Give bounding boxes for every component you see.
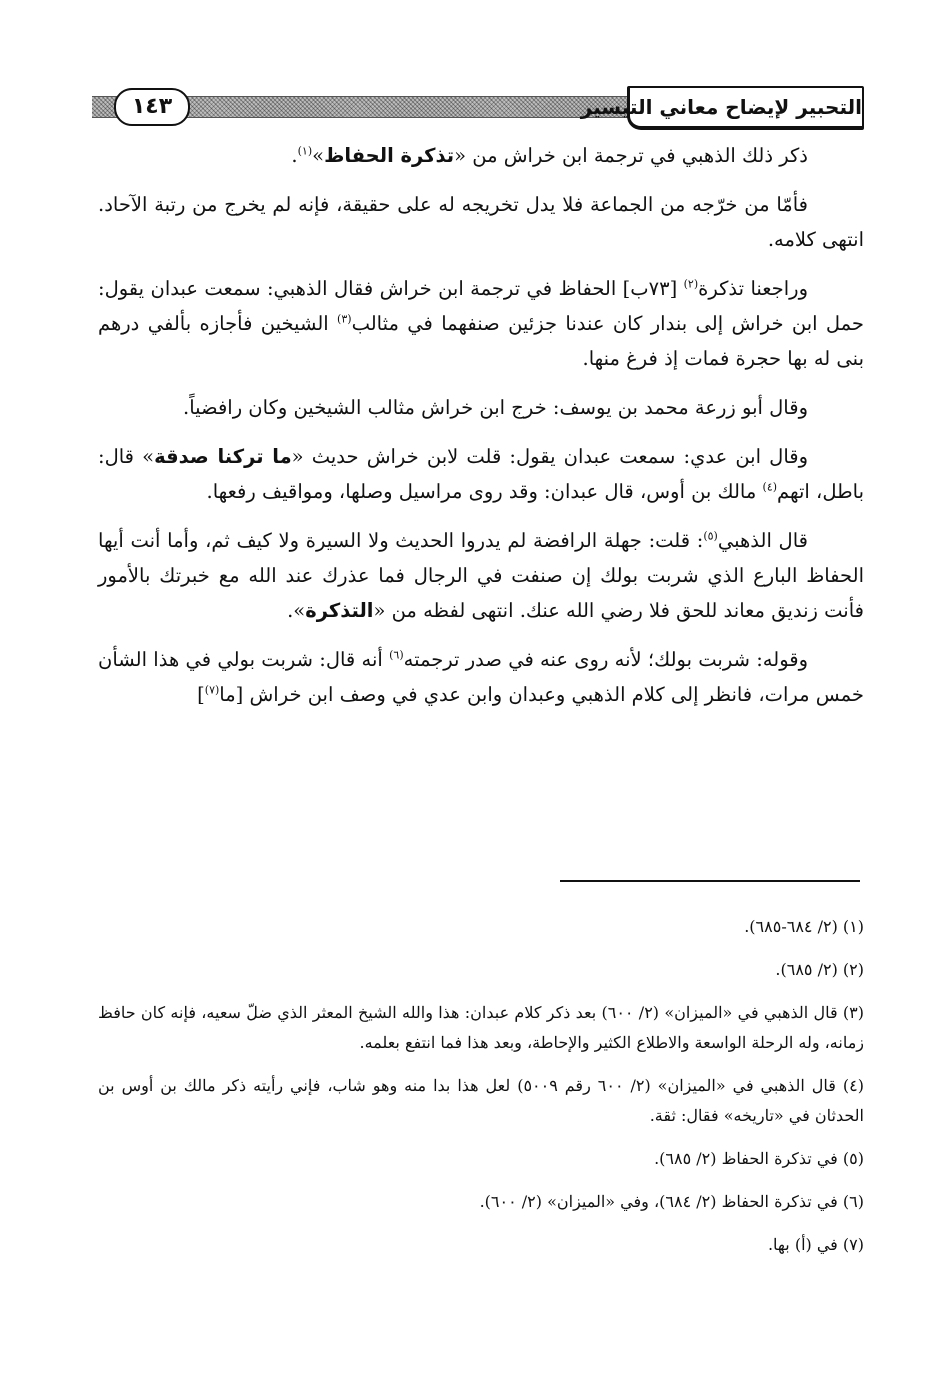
footnote-1: (١) (٢/ ٦٨٤-٦٨٥). [744, 917, 864, 936]
bold-term: ما تركنا صدقة [154, 445, 292, 468]
paragraph-1: ذكر ذلك الذهبي في ترجمة ابن خراش من «تذكرة الحفاظ»$^{(١)}$. [291, 144, 808, 167]
footnote-ref[interactable]: (٢) [683, 277, 699, 291]
footnote-ref[interactable]: (٧) [204, 683, 220, 697]
paragraph-4: وقال أبو زرعة محمد بن يوسف: خرج ابن خراش مثالب الشيخين وكان رافضياً. [183, 396, 808, 419]
main-text [98, 138, 864, 712]
footnote-ref[interactable]: (٣) [337, 312, 352, 326]
footnote-5: (٥) في تذكرة الحفاظ (٢/ ٦٨٥). [654, 1149, 864, 1168]
footnote-separator [560, 880, 860, 882]
paragraph-3: وراجعنا تذكرة$^{(٢)}$ [٧٣ب] الحفاظ في ترجمة ابن خراش فقال الذهبي: سمعت عبدان يقول: حمل ابن خراش إلى بندار كان عندنا جزئين صنفهما في مثالب$^{(٣)}$ الشيخين فأجازه بألفي درهم بنى له بها حجرة فمات إذ فرغ منها. [98, 277, 864, 370]
footnote-ref[interactable]: (١) [297, 144, 313, 158]
running-header [92, 86, 864, 134]
paragraph-6: قال الذهبي$^{(٥)}$: قلت: جهلة الرافضة لم يدروا الحديث ولا السيرة ولا كيف ثم، وأما أنت أيها الحفاظ البارع الذي شربت بولك إن صنفت في الرجال فما عذرك عند الله مع خبرتك بالأمور فأنت زنديق معاند للحق فلا رضي الله عنك. انتهى لفظه من «التذكرة». [98, 529, 864, 622]
footnote-2: (٢) (٢/ ٦٨٥). [775, 960, 864, 979]
book-title: التحبير لإيضاح معاني التيسير [627, 86, 864, 130]
footnote-3: (٣) قال الذهبي في «الميزان» (٢/ ٦٠٠) بعد ذكر كلام عبدان: هذا والله الشيخ المعثر الذي ضلّ سعيه، فإنه كان حافظ زمانه، وله الرحلة الواسعة والاطلاع الكثير والإحاطة، وبعد هذا فما انتفع بعلمه. [98, 1003, 864, 1052]
bold-term: تذكرة الحفاظ [324, 144, 455, 167]
paragraph-7: وقوله: شربت بولك؛ لأنه روى عنه في صدر ترجمته$^{(٦)}$ أنه قال: شربت بولي في هذا الشأن خمس مرات، فانظر إلى كلام الذهبي وعبدان وابن عدي في وصف ابن خراش [ما$^{(٧)}$] [98, 648, 864, 706]
paragraph-5: وقال ابن عدي: سمعت عبدان يقول: قلت لابن خراش حديث «ما تركنا صدقة» قال: باطل، اتهم$^{(٤)}$ مالك بن أوس، قال عبدان: وقد روى مراسيل وصلها، ومواقيف رفعها. [98, 445, 864, 503]
footnote-ref[interactable]: (٦) [389, 648, 404, 662]
page-number: ١٤٣ [114, 88, 190, 126]
footnote-7: (٧) في (أ) بها. [767, 1235, 864, 1254]
footnote-6: (٦) في تذكرة الحفاظ (٢/ ٦٨٤)، وفي «الميزان» (٢/ ٦٠٠). [479, 1192, 864, 1211]
paragraph-2: فأمّا من خرّجه من الجماعة فلا يدل تخريجه له على حقيقة، فإنه لم يخرج من رتبة الآحاد. انتهى كلامه. [98, 193, 864, 251]
footnotes [98, 912, 864, 1260]
footnote-ref[interactable]: (٥) [703, 529, 718, 543]
bold-term: التذكرة [305, 599, 374, 622]
footnote-ref[interactable]: (٤) [762, 480, 778, 494]
footnote-4: (٤) قال الذهبي في «الميزان» (٢/ ٦٠٠ رقم ٥٠٠٩) لعل هذا بدا منه وهو شاب، فإني رأيته ذكر مالك بن أوس بن الحدثان في «تاريخه» فقال: ثقة. [98, 1076, 864, 1125]
